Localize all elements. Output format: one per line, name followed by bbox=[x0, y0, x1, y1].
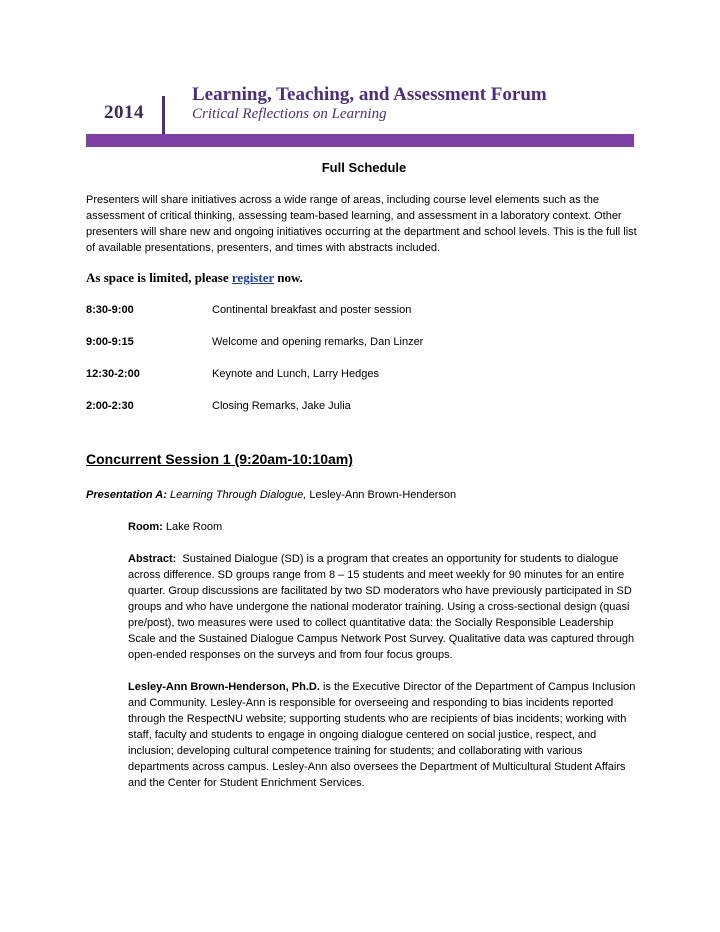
room-label: Room: bbox=[128, 521, 163, 533]
presentation-details bbox=[128, 519, 642, 791]
presentation-line bbox=[86, 487, 642, 503]
schedule-row bbox=[86, 366, 642, 398]
schedule-event: Welcome and opening remarks, Dan Linzer bbox=[212, 336, 424, 348]
document-title: Full Schedule bbox=[321, 160, 407, 175]
cta-suffix: now. bbox=[274, 270, 303, 285]
schedule-event: Closing Remarks, Jake Julia bbox=[212, 400, 351, 412]
schedule-event: Keynote and Lunch, Larry Hedges bbox=[212, 368, 379, 380]
header-year: 2014 bbox=[104, 102, 144, 123]
presenter-bio bbox=[128, 679, 642, 791]
presentation-title: Learning Through Dialogue, bbox=[169, 489, 307, 501]
schedule-time: 8:30-9:00 bbox=[86, 304, 134, 316]
schedule-row bbox=[86, 398, 642, 430]
header-rule bbox=[86, 134, 634, 147]
bio-text: is the Executive Director of the Department of Campus Inclusion and Community. Lesley-Ann is responsible for overseeing and responding to bias incidents reported through the RespectNU website; supporting students who are recipients of bias incidents; working with staff, faculty and students to engage in ongoing dialogue centered on social justice, respect, and inclusion; developing cultural competence training for students; and collaborating with various departments across campus. Lesley-Ann also oversees the Department of Multicultural Student Affairs and the Center for Student Enrichment Services. bbox=[128, 681, 636, 789]
header-divider bbox=[162, 96, 165, 134]
abstract-text: Sustained Dialogue (SD) is a program that creates an opportunity for students to dialogue across difference. SD groups range from 8 – 15 students and meet weekly for 90 minutes for an entire quarter. Group discussions are facilitated by two SD moderators who have previously participated in SD groups and who have undergone the national moderator training. Using a cross-sectional design (quasi pre/post), two measures were used to collect quantitative data: the Socially Responsible Leadership Scale and the Sustained Dialogue Campus Network Post Survey. Qualitative data was captured through open-ended responses on the surveys and from four focus groups. bbox=[128, 553, 635, 661]
session-heading: Concurrent Session 1 (9:20am-10:10am) bbox=[86, 451, 353, 467]
intro-paragraph: Presenters will share initiatives across a wide range of areas, including course level elements such as the assessment of critical thinking, assessing team-based learning, and assessment in a laboratory context. Other presenters will share new and ongoing initiatives occurring at the department and school levels. This is the full list of available presentations, presenters, and times with abstracts included. bbox=[86, 194, 637, 254]
schedule-time: 12:30-2:00 bbox=[86, 368, 140, 380]
schedule-time: 2:00-2:30 bbox=[86, 400, 134, 412]
room-line bbox=[128, 519, 642, 535]
abstract-paragraph bbox=[128, 551, 642, 663]
schedule-event: Continental breakfast and poster session bbox=[212, 304, 412, 316]
presentation-label: Presentation A: bbox=[86, 489, 167, 501]
schedule-row bbox=[86, 302, 642, 334]
room-value: Lake Room bbox=[165, 521, 223, 533]
bio-name: Lesley-Ann Brown-Henderson, Ph.D. bbox=[128, 681, 320, 693]
document-body bbox=[86, 160, 642, 791]
forum-title: Learning, Teaching, and Assessment Forum bbox=[192, 84, 547, 105]
registration-callout bbox=[86, 270, 642, 286]
forum-header bbox=[104, 82, 644, 122]
schedule-row bbox=[86, 334, 642, 366]
forum-subtitle: Critical Reflections on Learning bbox=[192, 106, 387, 122]
schedule-time: 9:00-9:15 bbox=[86, 336, 134, 348]
schedule-list bbox=[86, 302, 642, 430]
presenter-name: Lesley-Ann Brown-Henderson bbox=[309, 489, 457, 501]
register-link[interactable]: register bbox=[231, 270, 275, 285]
cta-prefix: As space is limited, please bbox=[86, 270, 232, 285]
abstract-label: Abstract: bbox=[128, 553, 177, 565]
